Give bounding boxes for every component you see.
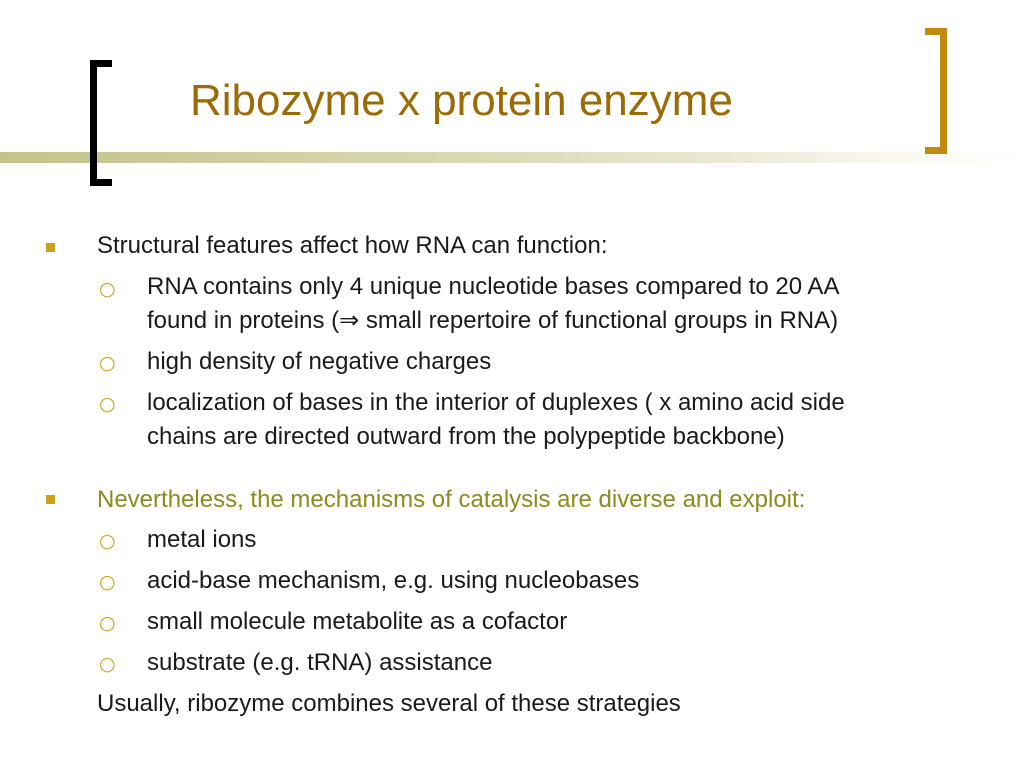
list-item <box>147 345 997 379</box>
list-item-line: found in proteins (⇒ small repertoire of functional groups in RNA) <box>147 307 839 334</box>
square-bullet-icon <box>46 243 55 252</box>
circle-bullet-icon: ○ <box>99 393 116 415</box>
square-bullet-icon <box>46 495 55 504</box>
closing-statement: Usually, ribozyme combines several of these strategies <box>97 690 681 717</box>
list-item <box>147 386 997 454</box>
list-item: substrate (e.g. tRNA) assistance <box>147 649 493 676</box>
list-item-line: chains are directed outward from the polypeptide backbone) <box>147 423 785 450</box>
list-item-line: high density of negative charges <box>147 348 492 375</box>
list-item: small molecule metabolite as a cofactor <box>147 608 568 635</box>
slide-title: Ribozyme x protein enzyme <box>190 76 733 125</box>
list-item: acid-base mechanism, e.g. using nucleobases <box>147 567 640 594</box>
circle-bullet-icon: ○ <box>99 530 116 552</box>
section2-heading: Nevertheless, the mechanisms of catalysis are diverse and exploit: <box>97 486 806 513</box>
circle-bullet-icon: ○ <box>99 278 116 300</box>
list-item-line: localization of bases in the interior of duplexes ( x amino acid side <box>147 389 845 416</box>
circle-bullet-icon: ○ <box>99 612 116 634</box>
list-item: metal ions <box>147 526 257 553</box>
section1-heading: Structural features affect how RNA can function: <box>97 232 608 259</box>
list-item-line: RNA contains only 4 unique nucleotide bases compared to 20 AA <box>147 273 840 300</box>
list-item <box>147 270 997 338</box>
circle-bullet-icon: ○ <box>99 571 116 593</box>
circle-bullet-icon: ○ <box>99 352 116 374</box>
circle-bullet-icon: ○ <box>99 653 116 675</box>
